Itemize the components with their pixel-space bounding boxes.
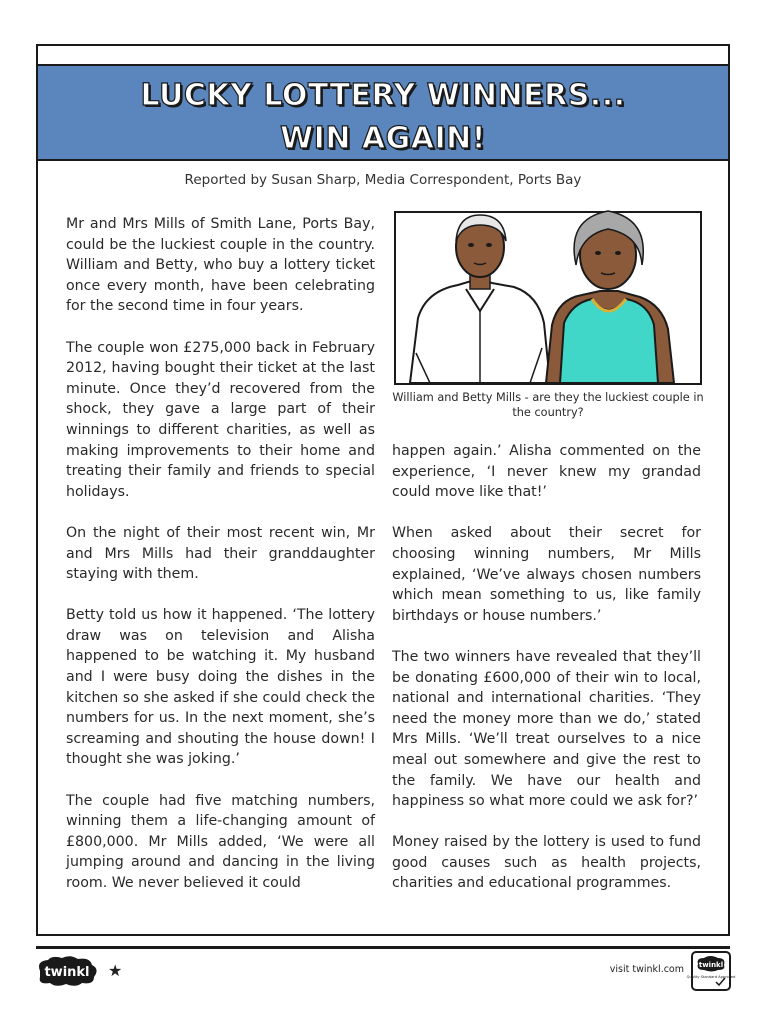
paragraph: On the night of their most recent win, Mr and Mrs Mills had their granddaughter staying with them. (66, 524, 375, 583)
twinkl-link[interactable]: visit twinkl.com (609, 964, 684, 975)
byline: Reported by Susan Sharp, Media Correspondent, Ports Bay (184, 172, 582, 188)
paragraph: The two winners have revealed that they’ll be donating £600,000 of their win to local, national and international charities. ‘They need the money more than we do,’ stated Mrs Mills. ‘We’ll treat ourselves to a nice meal out somewhere and give the rest to the family. We have our health and happiness so what more could we ask for?’ (392, 648, 701, 810)
twinkl-logo[interactable] (34, 955, 100, 987)
headline-line-2: WIN AGAIN! (280, 121, 486, 156)
headline (38, 66, 728, 160)
figure-caption: William and Betty Mills - are they the luckiest couple in the country? (392, 391, 704, 419)
badge-subtext: Quality Standard Approved (686, 975, 736, 979)
paragraph: Betty told us how it happened. ‘The lottery draw was on television and Alisha happened to be watching it. My husband and I were busy doing the dishes in the kitchen so she asked if she could check the numbers for us. In the next moment, she’s screaming and shouting the house down! I thought she was joking.’ (66, 607, 375, 768)
badge-logo-text: twinkl (698, 961, 724, 969)
headline-line-1: LUCKY LOTTERY WINNERS... (140, 78, 626, 113)
headline-banner (38, 64, 728, 161)
star-icon: ★ (108, 961, 123, 980)
quality-badge (686, 950, 736, 992)
footer-divider (36, 946, 730, 949)
paragraph: happen again.’ Alisha commented on the experience, ‘I never knew my grandad could move like that!’ (392, 443, 701, 501)
paragraph: Mr and Mrs Mills of Smith Lane, Ports Bay, could be the luckiest couple in the country. William and Betty, who buy a lottery ticket once every month, have been celebrating for the second time in four years. (66, 216, 375, 315)
paragraph: The couple had five matching numbers, winning them a life-changing amount of £800,000. Mr Mills added, ‘We were all jumping around and dancing in the living room. We never believed it could (66, 792, 375, 891)
article-column-right (392, 441, 701, 915)
article-column-left (66, 214, 375, 914)
paragraph: When asked about their secret for choosing winning numbers, Mr Mills explained, ‘We’ve always chosen numbers which mean something to us, like family birthdays or house numbers.’ (392, 525, 701, 624)
couple-illustration (394, 211, 702, 385)
paragraph: The couple won £275,000 back in February 2012, having bought their ticket at the last minute. Once they’d recovered from the shock, they gave a large part of their winnings to different charities, as well as making improvements to their home and treating their family and friends to special holidays. (66, 339, 375, 500)
paragraph: Money raised by the lottery is used to fund good causes such as health projects, charities and educational programmes. (392, 834, 701, 892)
logo-text: twinkl (44, 965, 90, 980)
